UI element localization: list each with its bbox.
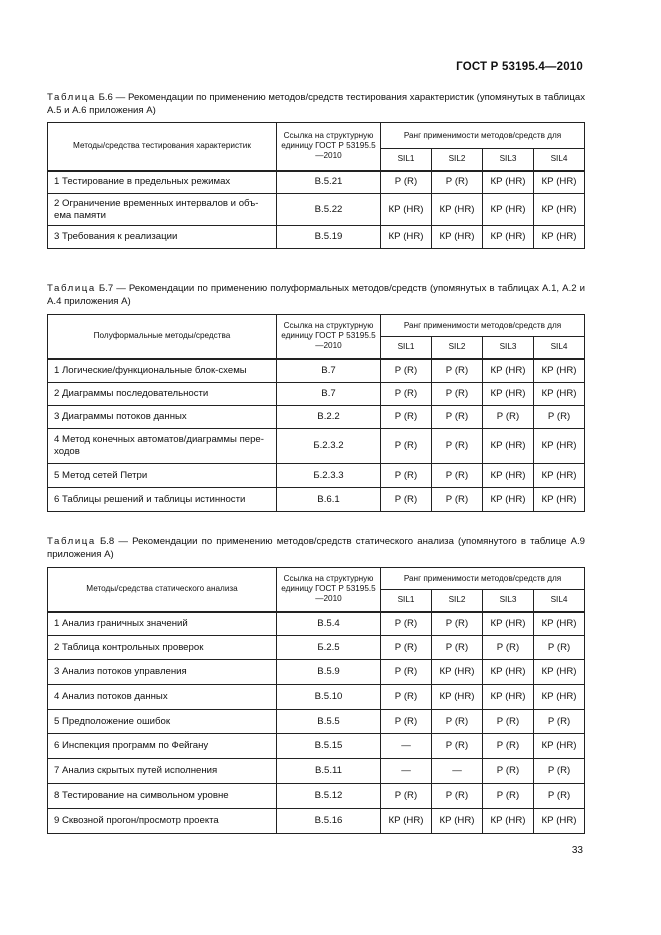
table-caption-text: Б.8 — Рекомендации по применению методов/средств статического анализа (упомянутого в таблице А.9 приложения А)	[47, 536, 585, 560]
method-name-cell: 3 Диаграммы потоков данных	[48, 406, 277, 429]
reference-cell: В.5.21	[277, 171, 381, 194]
table-b8	[47, 567, 585, 834]
sil2-cell: Р (R)	[432, 784, 483, 809]
table-caption-b8	[47, 535, 585, 561]
table-row	[48, 710, 585, 734]
sil4-cell: КР (HR)	[534, 171, 585, 194]
column-header-reference: Ссылка на структурную единицу ГОСТ Р 53195.5—2010	[277, 123, 381, 171]
reference-cell: В.5.10	[277, 685, 381, 710]
sil4-cell: Р (R)	[534, 636, 585, 660]
column-header-rank: Ранг применимости методов/средств для	[381, 568, 585, 590]
sil3-cell: Р (R)	[483, 710, 534, 734]
column-header-sil1: SIL1	[381, 337, 432, 359]
reference-cell: Б.2.5	[277, 636, 381, 660]
table-row	[48, 759, 585, 784]
sil3-cell: Р (R)	[483, 406, 534, 429]
sil2-cell: Р (R)	[432, 636, 483, 660]
column-header-sil2: SIL2	[432, 337, 483, 359]
column-header-sil3: SIL3	[483, 590, 534, 612]
table-row	[48, 612, 585, 636]
document-code: ГОСТ Р 53195.4—2010	[456, 61, 583, 73]
sil2-cell: КР (HR)	[432, 194, 483, 226]
sil2-cell: Р (R)	[432, 464, 483, 488]
column-header-sil4: SIL4	[534, 590, 585, 612]
table-row	[48, 636, 585, 660]
sil2-cell: Р (R)	[432, 710, 483, 734]
sil4-cell: КР (HR)	[534, 194, 585, 226]
method-name-cell: 2 Ограничение временных интервалов и объема памяти	[48, 194, 277, 226]
column-header-method: Полуформальные методы/средства	[48, 315, 277, 359]
sil4-cell: КР (HR)	[534, 464, 585, 488]
sil3-cell: КР (HR)	[483, 464, 534, 488]
column-header-method: Методы/средства статического анализа	[48, 568, 277, 612]
sil2-cell: КР (HR)	[432, 685, 483, 710]
sil1-cell: Р (R)	[381, 685, 432, 710]
column-header-sil1: SIL1	[381, 590, 432, 612]
sil3-cell: Р (R)	[483, 636, 534, 660]
method-name-cell: 6 Инспекция программ по Фейгану	[48, 734, 277, 759]
sil4-cell: КР (HR)	[534, 226, 585, 249]
sil4-cell: КР (HR)	[534, 383, 585, 406]
sil1-cell: —	[381, 734, 432, 759]
table-row	[48, 809, 585, 834]
table-b6	[47, 122, 585, 249]
sil3-cell: КР (HR)	[483, 660, 534, 685]
table-caption-text: Б.6 — Рекомендации по применению методов/средств тестирования характеристик (упомянутых в таблицах А.5 и А.6 приложения А)	[47, 92, 585, 116]
column-header-reference: Ссылка на структурную единицу ГОСТ Р 53195.5—2010	[277, 315, 381, 359]
table-b7	[47, 314, 585, 512]
sil4-cell: Р (R)	[534, 406, 585, 429]
method-name-cell: 2 Таблица контрольных проверок	[48, 636, 277, 660]
table-row	[48, 194, 585, 226]
table-row	[48, 429, 585, 464]
sil2-cell: Р (R)	[432, 406, 483, 429]
sil4-cell: КР (HR)	[534, 612, 585, 636]
column-header-sil2: SIL2	[432, 590, 483, 612]
sil2-cell: Р (R)	[432, 734, 483, 759]
reference-cell: Б.2.3.2	[277, 429, 381, 464]
sil1-cell: Р (R)	[381, 710, 432, 734]
reference-cell: В.5.11	[277, 759, 381, 784]
column-header-sil2: SIL2	[432, 149, 483, 171]
sil2-cell: КР (HR)	[432, 660, 483, 685]
sil2-cell: Р (R)	[432, 612, 483, 636]
sil4-cell: Р (R)	[534, 710, 585, 734]
sil3-cell: КР (HR)	[483, 383, 534, 406]
sil3-cell: КР (HR)	[483, 226, 534, 249]
sil2-cell: Р (R)	[432, 171, 483, 194]
method-name-cell: 4 Метод конечных автоматов/диаграммы переходов	[48, 429, 277, 464]
column-header-sil1: SIL1	[381, 149, 432, 171]
sil1-cell: Р (R)	[381, 429, 432, 464]
sil2-cell: Р (R)	[432, 488, 483, 512]
reference-cell: В.7	[277, 383, 381, 406]
sil1-cell: КР (HR)	[381, 226, 432, 249]
method-name-cell: 1 Анализ граничных значений	[48, 612, 277, 636]
method-name-cell: 3 Анализ потоков управления	[48, 660, 277, 685]
sil1-cell: Р (R)	[381, 784, 432, 809]
column-header-method: Методы/средства тестирования характеристик	[48, 123, 277, 171]
method-name-cell: 1 Логические/функциональные блок-схемы	[48, 359, 277, 383]
reference-cell: Б.2.3.3	[277, 464, 381, 488]
sil1-cell: Р (R)	[381, 171, 432, 194]
reference-cell: В.5.9	[277, 660, 381, 685]
sil4-cell: КР (HR)	[534, 685, 585, 710]
table-label: Таблица	[47, 536, 96, 547]
table-row	[48, 383, 585, 406]
sil1-cell: —	[381, 759, 432, 784]
sil3-cell: Р (R)	[483, 784, 534, 809]
sil3-cell: КР (HR)	[483, 685, 534, 710]
table-row	[48, 359, 585, 383]
table-caption-b6	[47, 91, 585, 117]
column-header-sil3: SIL3	[483, 337, 534, 359]
method-name-cell: 6 Таблицы решений и таблицы истинности	[48, 488, 277, 512]
table-row	[48, 734, 585, 759]
sil1-cell: КР (HR)	[381, 194, 432, 226]
table-label: Таблица	[47, 92, 96, 103]
sil4-cell: КР (HR)	[534, 429, 585, 464]
reference-cell: В.5.19	[277, 226, 381, 249]
sil3-cell: КР (HR)	[483, 488, 534, 512]
table-row	[48, 660, 585, 685]
table-row	[48, 226, 585, 249]
sil2-cell: —	[432, 759, 483, 784]
reference-cell: В.5.15	[277, 734, 381, 759]
sil1-cell: КР (HR)	[381, 809, 432, 834]
sil3-cell: Р (R)	[483, 734, 534, 759]
reference-cell: В.7	[277, 359, 381, 383]
table-row	[48, 171, 585, 194]
sil4-cell: Р (R)	[534, 784, 585, 809]
column-header-reference: Ссылка на структурную единицу ГОСТ Р 53195.5—2010	[277, 568, 381, 612]
sil1-cell: Р (R)	[381, 660, 432, 685]
sil3-cell: КР (HR)	[483, 359, 534, 383]
method-name-cell: 9 Сквозной прогон/просмотр проекта	[48, 809, 277, 834]
method-name-cell: 2 Диаграммы последовательности	[48, 383, 277, 406]
column-header-sil4: SIL4	[534, 149, 585, 171]
sil1-cell: Р (R)	[381, 488, 432, 512]
sil4-cell: КР (HR)	[534, 488, 585, 512]
reference-cell: В.2.2	[277, 406, 381, 429]
sil1-cell: Р (R)	[381, 359, 432, 383]
sil2-cell: КР (HR)	[432, 226, 483, 249]
sil2-cell: КР (HR)	[432, 809, 483, 834]
sil3-cell: КР (HR)	[483, 429, 534, 464]
reference-cell: В.5.4	[277, 612, 381, 636]
column-header-sil3: SIL3	[483, 149, 534, 171]
sil4-cell: Р (R)	[534, 759, 585, 784]
sil2-cell: Р (R)	[432, 383, 483, 406]
sil1-cell: Р (R)	[381, 612, 432, 636]
table-caption-text: Б.7 — Рекомендации по применению полуформальных методов/средств (упомянутых в таблицах А.1, А.2 и А.4 приложения А)	[47, 283, 585, 307]
column-header-rank: Ранг применимости методов/средств для	[381, 315, 585, 337]
sil3-cell: Р (R)	[483, 759, 534, 784]
method-name-cell: 3 Требования к реализации	[48, 226, 277, 249]
sil3-cell: КР (HR)	[483, 194, 534, 226]
method-name-cell: 8 Тестирование на символьном уровне	[48, 784, 277, 809]
sil4-cell: КР (HR)	[534, 734, 585, 759]
reference-cell: В.5.5	[277, 710, 381, 734]
column-header-sil4: SIL4	[534, 337, 585, 359]
column-header-rank: Ранг применимости методов/средств для	[381, 123, 585, 149]
sil1-cell: Р (R)	[381, 406, 432, 429]
table-label: Таблица	[47, 283, 96, 294]
table-row	[48, 406, 585, 429]
method-name-cell: 1 Тестирование в предельных режимах	[48, 171, 277, 194]
table-caption-b7	[47, 282, 585, 308]
reference-cell: В.6.1	[277, 488, 381, 512]
sil1-cell: Р (R)	[381, 636, 432, 660]
method-name-cell: 5 Метод сетей Петри	[48, 464, 277, 488]
method-name-cell: 7 Анализ скрытых путей исполнения	[48, 759, 277, 784]
sil4-cell: КР (HR)	[534, 359, 585, 383]
sil2-cell: Р (R)	[432, 359, 483, 383]
table-row	[48, 784, 585, 809]
table-row	[48, 464, 585, 488]
sil3-cell: КР (HR)	[483, 171, 534, 194]
reference-cell: В.5.22	[277, 194, 381, 226]
method-name-cell: 4 Анализ потоков данных	[48, 685, 277, 710]
sil1-cell: Р (R)	[381, 383, 432, 406]
table-row	[48, 488, 585, 512]
sil3-cell: КР (HR)	[483, 612, 534, 636]
sil4-cell: КР (HR)	[534, 660, 585, 685]
page-number: 33	[571, 845, 583, 856]
sil2-cell: Р (R)	[432, 429, 483, 464]
sil1-cell: Р (R)	[381, 464, 432, 488]
reference-cell: В.5.16	[277, 809, 381, 834]
method-name-cell: 5 Предположение ошибок	[48, 710, 277, 734]
reference-cell: В.5.12	[277, 784, 381, 809]
sil4-cell: КР (HR)	[534, 809, 585, 834]
sil3-cell: КР (HR)	[483, 809, 534, 834]
table-row	[48, 685, 585, 710]
